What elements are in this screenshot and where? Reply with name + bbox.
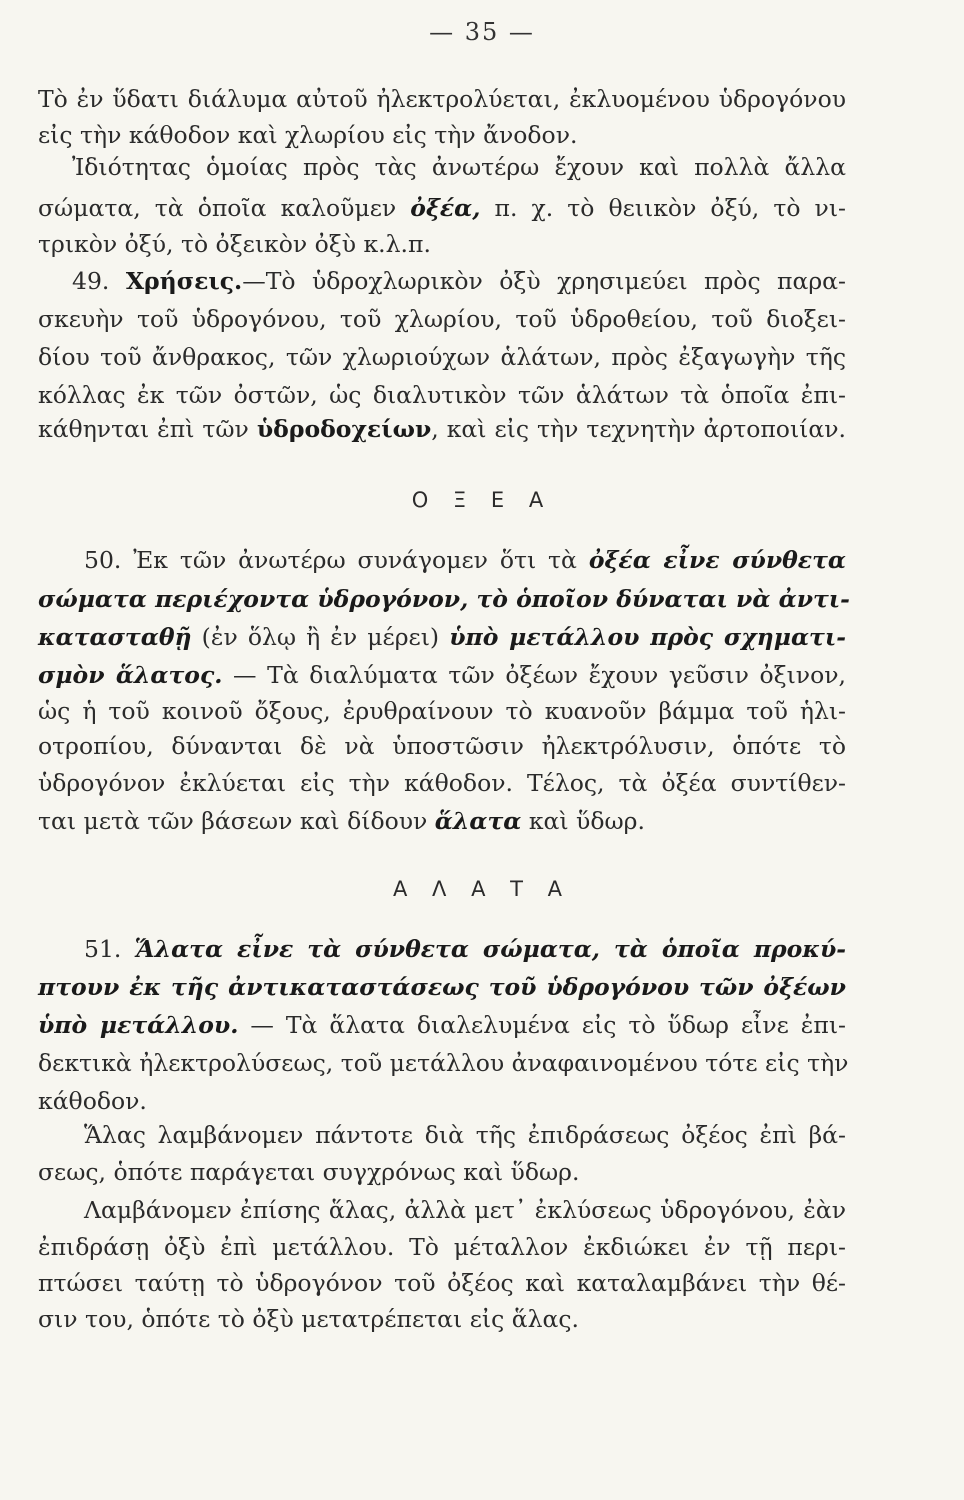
text-line bbox=[84, 1195, 846, 1225]
emphasis-text: ὑδροδοχείων bbox=[256, 415, 432, 443]
emphasis-text: ὑπὸ μετάλλου. bbox=[38, 1011, 239, 1039]
line-text: δίου τοῦ ἄνθρακος, τῶν χλωριούχων ἁλάτων, πρὸς ἐξαγωγὴν τῆς bbox=[38, 343, 846, 371]
line-text: Ἰδιότητας ὁμοίας πρὸς τὰς ἀνωτέρω ἔχουν καὶ πολλὰ ἄλλα bbox=[72, 153, 846, 181]
section-heading-salts: Α Λ Α Τ Α bbox=[393, 877, 571, 901]
text-line bbox=[38, 972, 846, 1002]
text-line bbox=[38, 584, 850, 614]
text-line bbox=[38, 342, 846, 372]
text-line bbox=[38, 660, 846, 690]
line-text: κάθηνται ἐπὶ τῶν bbox=[38, 415, 257, 443]
text-line bbox=[84, 934, 846, 964]
text-line bbox=[38, 622, 846, 652]
line-text: πτώσει ταύτῃ τὸ ὑδρογόνον τοῦ ὀξέος καὶ καταλαμβάνει τὴν θέ- bbox=[38, 1269, 846, 1297]
line-text: (ἐν ὅλῳ ἢ ἐν μέρει) bbox=[191, 623, 450, 651]
text-line bbox=[38, 731, 846, 761]
emphasis-text: κατασταθῇ bbox=[38, 623, 192, 651]
text-line bbox=[38, 1086, 846, 1116]
text-line bbox=[38, 696, 846, 726]
line-text: δεκτικὰ ἠλεκτρολύσεως, τοῦ μετάλλου ἀναφαινομένου τότε εἰς τὴν bbox=[38, 1049, 849, 1077]
emphasis-text: Χρήσεις. bbox=[125, 267, 243, 295]
emphasis-text: ὀξέα, bbox=[410, 194, 481, 222]
text-line bbox=[84, 1120, 846, 1150]
line-text: — Τὰ διαλύματα τῶν ὀξέων ἔχουν γεῦσιν ὀξινον, bbox=[222, 661, 846, 689]
line-text: —Τὸ ὑδροχλωρικὸν ὀξὺ χρησιμεύει πρὸς παρα- bbox=[242, 267, 846, 295]
section-heading-acids: Ο Ξ Ε Α bbox=[411, 488, 553, 512]
emphasis-text: ὑπὸ μετάλλου πρὸς σχηματι- bbox=[449, 623, 846, 651]
text-line bbox=[38, 1232, 846, 1262]
line-text: π. χ. τὸ θειικὸν ὀξύ, τὸ νι- bbox=[480, 194, 846, 222]
text-line bbox=[38, 193, 846, 223]
text-line bbox=[38, 1304, 846, 1334]
line-text: ται μετὰ τῶν βάσεων καὶ δίδουν bbox=[38, 807, 435, 835]
text-line bbox=[84, 545, 846, 575]
line-text: 49. bbox=[72, 267, 126, 295]
line-text: 51. bbox=[84, 935, 135, 963]
text-line bbox=[38, 414, 846, 444]
line-text: σώματα, τὰ ὁποῖα καλοῦμεν bbox=[38, 194, 411, 222]
line-text: κάθοδον. bbox=[38, 1087, 147, 1115]
text-line bbox=[72, 152, 846, 182]
text-line bbox=[38, 120, 846, 150]
text-line bbox=[38, 806, 846, 836]
text-line bbox=[38, 229, 846, 259]
line-text: σεως, ὁπότε παράγεται συγχρόνως καὶ ὕδωρ. bbox=[38, 1158, 580, 1186]
emphasis-text: ἅλατα bbox=[434, 807, 522, 835]
text-line bbox=[38, 768, 846, 798]
emphasis-text: Ἅλατα εἶνε τὰ σύνθετα σώματα, τὰ ὁποῖα προκύ- bbox=[134, 935, 847, 963]
emphasis-text: σώματα περιέχοντα ὑδρογόνον, τὸ ὁποῖον δύναται νὰ ἀντι- bbox=[38, 585, 850, 613]
line-text: — Τὰ ἅλατα διαλελυμένα εἰς τὸ ὕδωρ εἶνε ἐπι- bbox=[238, 1011, 846, 1039]
text-line bbox=[38, 380, 846, 410]
line-text: , καὶ εἰς τὴν τεχνητὴν ἀρτοποιίαν. bbox=[431, 415, 846, 443]
line-text: κόλλας ἐκ τῶν ὀστῶν, ὡς διαλυτικὸν τῶν ἁλάτων τὰ ὁποῖα ἐπι- bbox=[38, 381, 846, 409]
line-text: τρικὸν ὀξύ, τὸ ὀξεικὸν ὀξὺ κ.λ.π. bbox=[38, 230, 431, 258]
text-line bbox=[38, 84, 846, 114]
line-text: Τὸ ἐν ὕδατι διάλυμα αὐτοῦ ἠλεκτρολύεται, ἐκλυομένου ὑδρογόνου bbox=[38, 85, 846, 113]
line-text: εἰς τὴν κάθοδον καὶ χλωρίου εἰς τὴν ἄνοδον. bbox=[38, 121, 578, 149]
line-text: ἐπιδράσῃ ὀξὺ ἐπὶ μετάλλου. Τὸ μέταλλον ἐκδιώκει ἐν τῇ περι- bbox=[38, 1233, 846, 1261]
line-text: ὡς ἡ τοῦ κοινοῦ ὄξους, ἐρυθραίνουν τὸ κυανοῦν βάμμα τοῦ ἡλι- bbox=[38, 697, 846, 725]
text-line bbox=[38, 1157, 846, 1187]
text-line bbox=[38, 304, 846, 334]
text-line bbox=[38, 1048, 849, 1078]
emphasis-text: σμὸν ἅλατος. bbox=[38, 661, 223, 689]
line-text: 50. Ἐκ τῶν ἀνωτέρω συνάγομεν ὅτι τὰ bbox=[84, 546, 589, 574]
line-text: καὶ ὕδωρ. bbox=[521, 807, 645, 835]
line-text: ὑδρογόνον ἐκλύεται εἰς τὴν κάθοδον. Τέλος, τὰ ὀξέα συντίθεν- bbox=[38, 769, 846, 797]
line-text: σκευὴν τοῦ ὑδρογόνου, τοῦ χλωρίου, τοῦ ὑδροθείου, τοῦ διοξει- bbox=[38, 305, 846, 333]
emphasis-text: ὀξέα εἶνε σύνθετα bbox=[588, 546, 846, 574]
page-number: — 35 — bbox=[429, 18, 535, 46]
line-text: Λαμβάνομεν ἐπίσης ἅλας, ἀλλὰ μετ᾿ ἐκλύσεως ὑδρογόνου, ἐὰν bbox=[84, 1196, 846, 1224]
line-text: οτροπίου, δύνανται δὲ νὰ ὑποστῶσιν ἠλεκτρόλυσιν, ὁπότε τὸ bbox=[38, 732, 846, 760]
line-text: Ἅλας λαμβάνομεν πάντοτε διὰ τῆς ἐπιδράσεως ὀξέος ἐπὶ βά- bbox=[84, 1121, 846, 1149]
line-text: σιν του, ὁπότε τὸ ὀξὺ μετατρέπεται εἰς ἅλας. bbox=[38, 1305, 580, 1333]
text-line bbox=[38, 1268, 846, 1298]
text-line bbox=[72, 266, 846, 296]
text-line bbox=[38, 1010, 846, 1040]
emphasis-text: πτουν ἐκ τῆς ἀντικαταστάσεως τοῦ ὑδρογόνου τῶν ὀξέων bbox=[38, 973, 846, 1001]
